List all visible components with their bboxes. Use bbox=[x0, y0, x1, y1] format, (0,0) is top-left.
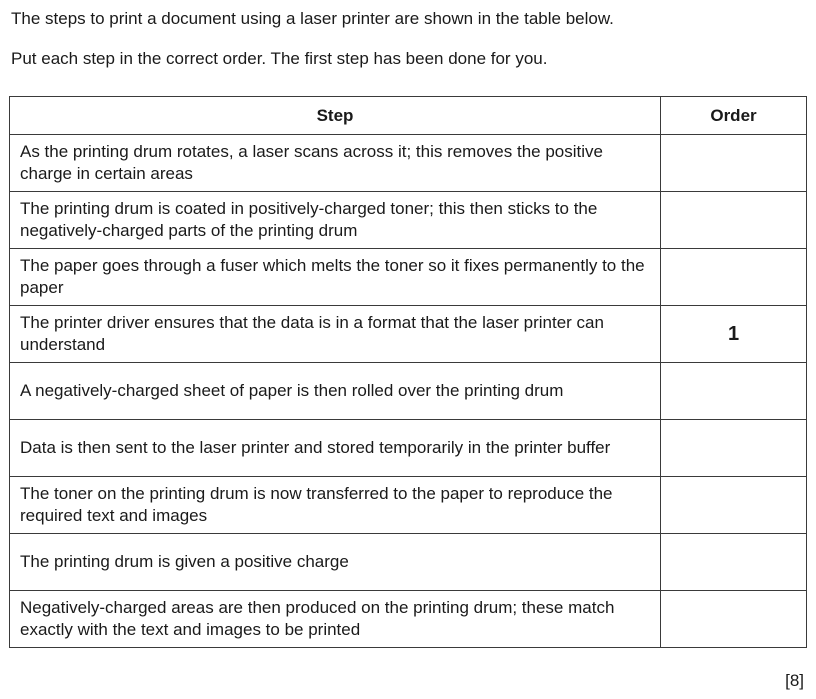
order-column-header: Order bbox=[661, 97, 807, 135]
table-row bbox=[10, 363, 807, 420]
order-cell[interactable] bbox=[661, 249, 807, 306]
table-row bbox=[10, 420, 807, 477]
step-cell: The printer driver ensures that the data is in a format that the laser printer can understand bbox=[10, 306, 661, 363]
order-cell[interactable] bbox=[661, 135, 807, 192]
step-cell: The printing drum is given a positive charge bbox=[10, 534, 661, 591]
table-row bbox=[10, 192, 807, 249]
steps-table bbox=[9, 96, 807, 648]
order-cell[interactable] bbox=[661, 477, 807, 534]
table-header-row bbox=[10, 97, 807, 135]
order-cell[interactable] bbox=[661, 192, 807, 249]
table-row bbox=[10, 306, 807, 363]
step-cell: The printing drum is coated in positively-charged toner; this then sticks to the negatively-charged parts of the printing drum bbox=[10, 192, 661, 249]
table-row bbox=[10, 249, 807, 306]
step-cell: The toner on the printing drum is now transferred to the paper to reproduce the required text and images bbox=[10, 477, 661, 534]
table-row bbox=[10, 135, 807, 192]
order-cell[interactable] bbox=[661, 363, 807, 420]
table-row bbox=[10, 534, 807, 591]
step-cell: The paper goes through a fuser which melts the toner so it fixes permanently to the paper bbox=[10, 249, 661, 306]
table-row bbox=[10, 591, 807, 648]
table-row bbox=[10, 477, 807, 534]
instruction-text: The steps to print a document using a laser printer are shown in the table below. bbox=[11, 9, 614, 28]
step-cell: Negatively-charged areas are then produced on the printing drum; these match exactly with the text and images to be printed bbox=[10, 591, 661, 648]
step-cell: Data is then sent to the laser printer and stored temporarily in the printer buffer bbox=[10, 420, 661, 477]
step-cell: A negatively-charged sheet of paper is then rolled over the printing drum bbox=[10, 363, 661, 420]
order-cell[interactable] bbox=[661, 420, 807, 477]
step-column-header: Step bbox=[10, 97, 661, 135]
task-instruction: Put each step in the correct order. The first step has been done for you. bbox=[11, 49, 548, 68]
step-cell: As the printing drum rotates, a laser scans across it; this removes the positive charge in certain areas bbox=[10, 135, 661, 192]
order-cell-given: 1 bbox=[661, 306, 807, 363]
marks-indicator: [8] bbox=[785, 671, 804, 690]
order-cell[interactable] bbox=[661, 591, 807, 648]
order-cell[interactable] bbox=[661, 534, 807, 591]
